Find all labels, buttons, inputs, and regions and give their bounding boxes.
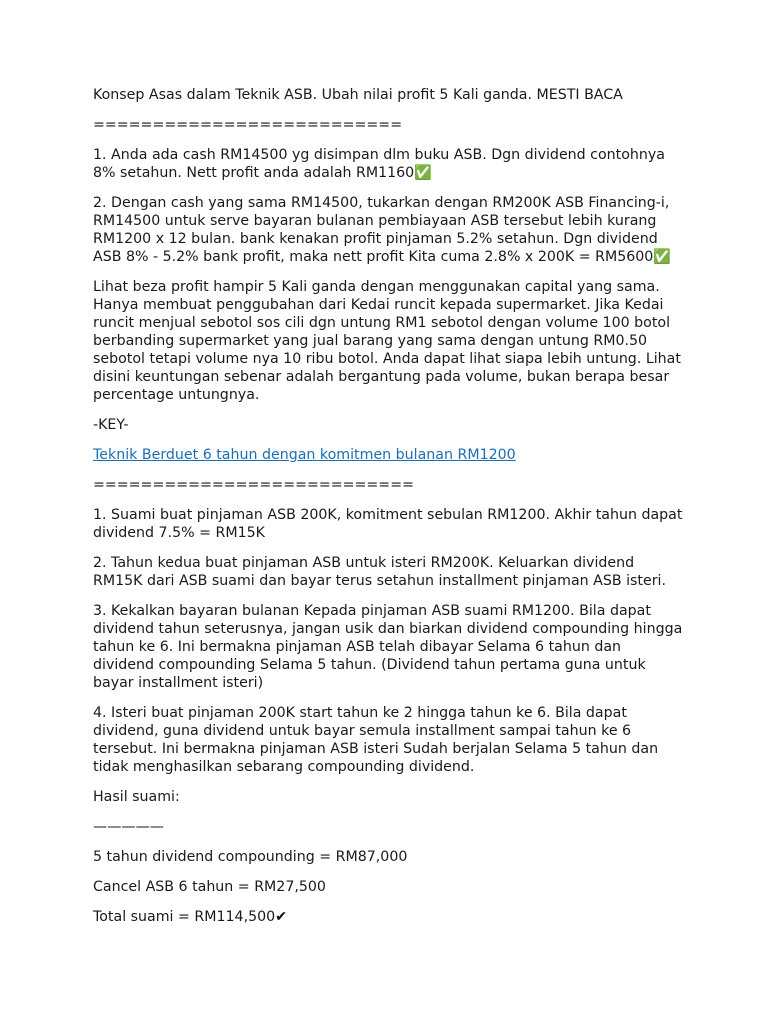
step-4: 4. Isteri buat pinjaman 200K start tahun ke 2 hingga tahun ke 6. Bila dapat dividend, guna dividend untuk bayar semula installment sampai tahun ke 6 tersebut. Ini bermakna pinjaman ASB isteri Sudah berjalan Selama 5 tahun dan tidak menghasilkan sebarang compounding dividend. [93,705,659,775]
hasil-heading: Hasil suami: [93,789,180,805]
result-dividend-compounding: 5 tahun dividend compounding = RM87,000 [93,849,408,865]
paragraph-comparison: Lihat beza profit hampir 5 Kali ganda dengan menggunakan capital yang sama. Hanya membuat penggubahan dari Kedai runcit kepada supermarket. Jika Kedai runcit menjual sebotol sos cili dgn untung RM1 sebotol dengan volume 100 botol berbanding supermarket yang jual barang yang sama dengan untung RM0.50 sebotol tetapi volume nya 10 ribu botol. Anda dapat lihat siapa lebih untung. Lihat disini keuntungan sebenar adalah bergantung pada volume, bukan berapa besar percentage untungnya. [93,279,681,403]
separator-line: =========================== [93,477,414,493]
document-body [93,86,683,938]
checkmark-icon: ✔ [275,909,288,925]
teknik-berduet-link[interactable]: Teknik Berduet 6 tahun dengan komitmen bulanan RM1200 [93,447,516,463]
separator-line: ========================== [93,117,403,133]
paragraph-financing-example [93,194,683,266]
result-cancel-asb: Cancel ASB 6 tahun = RM27,500 [93,879,326,895]
checkmark-icon: ✅ [414,165,432,181]
document-title: Konsep Asas dalam Teknik ASB. Ubah nilai profit 5 Kali ganda. MESTI BACA [93,87,623,103]
key-label: -KEY- [93,417,129,433]
paragraph-text: 2. Dengan cash yang sama RM14500, tukarkan dengan RM200K ASB Financing-i, RM14500 untuk serve bayaran bulanan pembiayaan ASB tersebut lebih kurang RM1200 x 12 bulan. bank kenakan profit pinjaman 5.2% setahun. Dgn dividend ASB 8% - 5.2% bank profit, maka nett profit Kita cuma 2.8% x 200K = RM5600 [93,195,670,265]
step-1: 1. Suami buat pinjaman ASB 200K, komitment sebulan RM1200. Akhir tahun dapat dividend 7.5% = RM15K [93,507,683,541]
dash-divider: ————— [93,819,164,835]
result-text: Total suami = RM114,500 [93,909,276,925]
result-total-suami [93,908,683,926]
paragraph-cash-example [93,146,683,182]
step-2: 2. Tahun kedua buat pinjaman ASB untuk isteri RM200K. Keluarkan dividend RM15K dari ASB suami dan bayar terus setahun installment pinjaman ASB isteri. [93,555,667,589]
checkmark-icon: ✅ [653,249,672,265]
step-3: 3. Kekalkan bayaran bulanan Kepada pinjaman ASB suami RM1200. Bila dapat dividend tahun seterusnya, jangan usik dan biarkan dividend compounding hingga tahun ke 6. Ini bermakna pinjaman ASB telah dibayar Selama 6 tahun dan dividend compounding Selama 5 tahun. (Dividend tahun pertama guna untuk bayar installment isteri) [93,603,683,691]
paragraph-text: 1. Anda ada cash RM14500 yg disimpan dlm buku ASB. Dgn dividend contohnya 8% setahun. Nett profit anda adalah RM1160 [93,147,665,181]
